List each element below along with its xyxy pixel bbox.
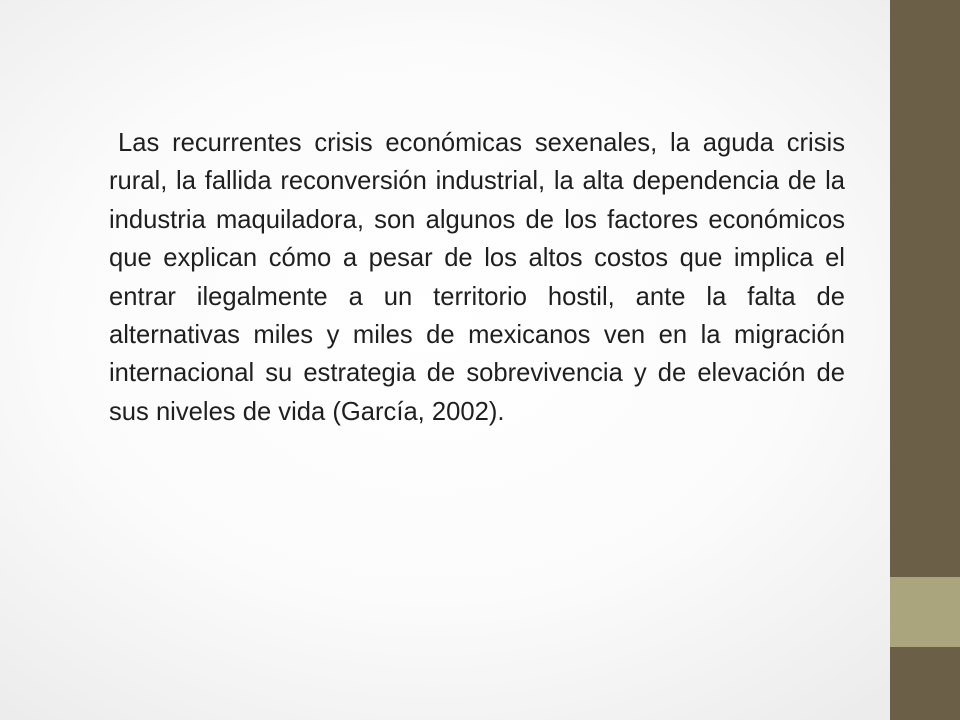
body-paragraph: Las recurrentes crisis económicas sexenales, la aguda crisis rural, la fallida reconversión industrial, la alta dependencia de la industria maquiladora, son algunos de los factores económicos que explican cómo a pesar de los altos costos que implica el entrar ilegalmente a un territorio hostil, ante la falta de alternativas miles y miles de mexicanos ven en la migración internacional su estrategia de sobrevivencia y de elevación de sus niveles de vida (García, 2002). <box>109 129 845 426</box>
sidebar-dark-top-block <box>890 0 960 577</box>
sidebar-dark-bottom-block <box>890 647 960 720</box>
decorative-sidebar <box>890 0 960 720</box>
sidebar-light-accent-block <box>890 577 960 647</box>
